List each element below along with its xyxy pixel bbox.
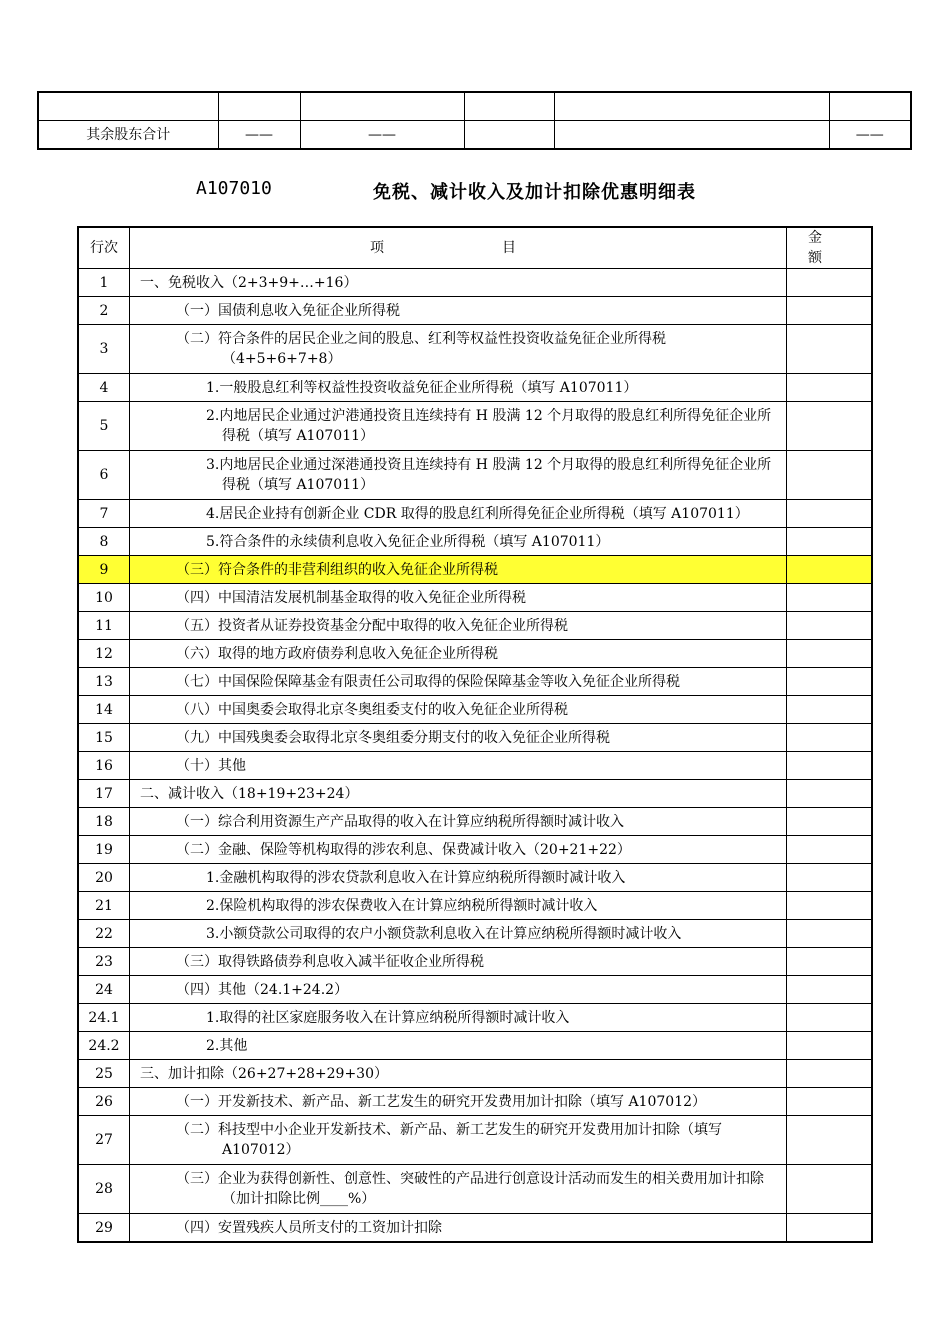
table-row [78,920,872,948]
row-item-text: 2.保险机构取得的涉农保费收入在计算应纳税所得额时减计收入 [206,897,598,914]
row-number: 16 [78,752,130,780]
row-number: 13 [78,668,130,696]
table-row [78,451,872,500]
table-row [78,696,872,724]
row-number: 4 [78,374,130,402]
amount-input-cell[interactable] [787,1032,873,1060]
row-item-text: （六）取得的地方政府债券利息收入免征企业所得税 [176,645,498,662]
table-row [78,297,872,325]
row-item-text: 1.一般股息红利等权益性投资收益免征企业所得税（填写 A107011） [206,379,638,396]
form-name: 免税、减计收入及加计扣除优惠明细表 [373,182,696,203]
row-item-text: 3.小额贷款公司取得的农户小额贷款利息收入在计算应纳税所得额时减计收入 [206,925,682,942]
table-row [78,528,872,556]
row-item-cell [130,325,787,374]
row-item-cell [130,892,787,920]
detail-table [77,226,892,1243]
row-item-cell [130,1116,787,1165]
row-number: 9 [78,556,130,584]
table-row [78,1116,872,1165]
table-row [78,1032,872,1060]
table-row [78,724,872,752]
table-row [78,1214,872,1243]
table-cell[interactable] [218,92,300,121]
amount-input-cell[interactable] [787,864,873,892]
table-row [38,92,911,121]
table-row [78,1004,872,1032]
row-item-cell [130,696,787,724]
amount-input-cell[interactable] [787,612,873,640]
amount-input-cell[interactable] [787,528,873,556]
row-item-cell [130,640,787,668]
table-row [78,836,872,864]
row-item-text: （四）中国清洁发展机制基金取得的收入免征企业所得税 [176,589,526,606]
amount-input-cell[interactable] [787,1088,873,1116]
row-number: 27 [78,1116,130,1165]
row-number: 28 [78,1165,130,1214]
row-number: 2 [78,297,130,325]
row-item-cell [130,864,787,892]
row-item-text: 1.金融机构取得的涉农贷款利息收入在计算应纳税所得额时减计收入 [206,869,626,886]
row-item-text: （十）其他 [176,757,246,774]
row-item-text: （七）中国保险保障基金有限责任公司取得的保险保障基金等收入免征企业所得税 [176,673,680,690]
table-row [78,500,872,528]
table-row [78,612,872,640]
amount-input-cell[interactable] [787,724,873,752]
row-item-cell [130,1004,787,1032]
row-item-text: （一）开发新技术、新产品、新工艺发生的研究开发费用加计扣除（填写 A107012） [176,1093,707,1110]
table-row [78,752,872,780]
row-number: 24.1 [78,1004,130,1032]
row-number: 7 [78,500,130,528]
row-item-cell [130,724,787,752]
row-item-cell [130,836,787,864]
table-row [78,556,872,584]
row-number: 25 [78,1060,130,1088]
table-row [38,121,911,150]
row-item-text: 一、免税收入（2+3+9+…+16） [140,274,358,291]
amount-input-cell[interactable] [787,269,873,297]
row-item-cell [130,451,787,500]
amount-input-cell[interactable] [787,920,873,948]
header-row-no: 行次 [78,227,130,269]
table-row [78,584,872,612]
amount-input-cell[interactable] [787,1004,873,1032]
row-item-cell [130,269,787,297]
row-item-text: （一）国债利息收入免征企业所得税 [176,302,400,319]
row-item-text: 2.其他 [206,1037,248,1054]
row-item-cell [130,402,787,451]
table-row [78,808,872,836]
row-item-text: 5.符合条件的永续债利息收入免征企业所得税（填写 A107011） [206,533,610,550]
row-item-text: （四）安置残疾人员所支付的工资加计扣除 [176,1219,442,1236]
amount-input-cell[interactable] [787,451,873,500]
amount-input-cell[interactable] [787,584,873,612]
row-number: 26 [78,1088,130,1116]
row-item-text: 1.取得的社区家庭服务收入在计算应纳税所得额时减计收入 [206,1009,570,1026]
row-number: 20 [78,864,130,892]
row-item-cell [130,374,787,402]
amount-input-cell[interactable] [787,780,873,808]
row-item-cell [130,612,787,640]
row-number: 14 [78,696,130,724]
row-item-text: 3.内地居民企业通过深港通投资且连续持有 H 股满 12 个月取得的股息红利所得免征企业所得税（填写 A107011） [206,457,772,493]
amount-input-cell[interactable] [787,374,873,402]
row-item-text: （三）取得铁路债券利息收入减半征收企业所得税 [176,953,484,970]
row-item-cell [130,948,787,976]
other-shareholders-total-label: 其余股东合计 [38,121,218,150]
amount-input-cell[interactable] [787,808,873,836]
row-item-text: （三）符合条件的非营利组织的收入免征企业所得税 [176,561,498,578]
row-item-text: （二）符合条件的居民企业之间的股息、红利等权益性投资收益免征企业所得税（4+5+6+7+8） [176,331,666,367]
amount-input-cell[interactable] [787,500,873,528]
row-number: 1 [78,269,130,297]
row-number: 10 [78,584,130,612]
row-number: 22 [78,920,130,948]
row-item-text: （一）综合利用资源生产产品取得的收入在计算应纳税所得额时减计收入 [176,813,624,830]
header-item: 项 目 [130,227,787,269]
row-item-cell [130,752,787,780]
row-number: 19 [78,836,130,864]
row-item-text: （九）中国残奥委会取得北京冬奥组委分期支付的收入免征企业所得税 [176,729,610,746]
amount-input-cell[interactable] [787,1116,873,1165]
row-item-cell [130,1060,787,1088]
row-item-text: （四）其他（24.1+24.2） [176,981,349,998]
row-item-text: （二）科技型中小企业开发新技术、新产品、新工艺发生的研究开发费用加计扣除（填写 A107012） [176,1122,722,1158]
amount-input-cell[interactable] [787,696,873,724]
amount-input-cell[interactable] [787,752,873,780]
table-cell[interactable] [38,92,218,121]
table-cell: —— [829,121,911,150]
form-title [0,176,950,204]
table-row [78,1088,872,1116]
row-number: 6 [78,451,130,500]
row-number: 24 [78,976,130,1004]
row-item-cell [130,1214,787,1243]
table-row [78,640,872,668]
row-item-text: 二、减计收入（18+19+23+24） [140,785,359,802]
row-item-text: 4.居民企业持有创新企业 CDR 取得的股息红利所得免征企业所得税（填写 A107011） [206,505,749,522]
row-number: 3 [78,325,130,374]
row-item-cell [130,500,787,528]
row-item-cell [130,780,787,808]
table-row [78,1165,872,1214]
row-number: 5 [78,402,130,451]
form-code: A107010 [196,178,272,199]
row-number: 8 [78,528,130,556]
row-item-cell [130,668,787,696]
row-item-cell [130,1165,787,1214]
row-number: 21 [78,892,130,920]
row-item-text: （三）企业为获得创新性、创意性、突破性的产品进行创意设计活动而发生的相关费用加计扣除（加计扣除比例____%） [176,1171,764,1207]
row-item-cell [130,976,787,1004]
amount-input-cell[interactable] [787,1165,873,1214]
row-item-text: （五）投资者从证券投资基金分配中取得的收入免征企业所得税 [176,617,568,634]
shareholder-table [37,91,912,150]
table-cell[interactable] [464,121,554,150]
row-item-cell [130,808,787,836]
row-number: 15 [78,724,130,752]
amount-input-cell[interactable] [787,1060,873,1088]
amount-input-cell[interactable] [787,976,873,1004]
table-row [78,325,872,374]
table-row [78,374,872,402]
row-number: 18 [78,808,130,836]
row-item-text: （二）金融、保险等机构取得的涉农利息、保费减计收入（20+21+22） [176,841,631,858]
table-row [78,948,872,976]
amount-input-cell[interactable] [787,640,873,668]
row-number: 17 [78,780,130,808]
table-row [78,1060,872,1088]
table-cell: —— [300,121,464,150]
row-number: 11 [78,612,130,640]
amount-input-cell[interactable] [787,556,873,584]
table-cell[interactable] [554,121,829,150]
table-header-row [78,227,872,269]
row-item-cell [130,1088,787,1116]
amount-input-cell[interactable] [787,948,873,976]
amount-input-cell[interactable] [787,402,873,451]
table-cell[interactable] [829,92,911,121]
row-item-cell [130,1032,787,1060]
amount-input-cell[interactable] [787,836,873,864]
amount-input-cell[interactable] [787,892,873,920]
table-cell[interactable] [464,92,554,121]
amount-input-cell[interactable] [787,325,873,374]
table-row [78,976,872,1004]
table-row [78,892,872,920]
row-number: 24.2 [78,1032,130,1060]
table-row [78,668,872,696]
table-cell: —— [218,121,300,150]
row-item-text: 三、加计扣除（26+27+28+29+30） [140,1065,388,1082]
amount-input-cell[interactable] [787,297,873,325]
row-number: 29 [78,1214,130,1243]
amount-input-cell[interactable] [787,668,873,696]
table-row [78,269,872,297]
table-row [78,864,872,892]
table-cell[interactable] [554,92,829,121]
row-item-cell [130,556,787,584]
row-item-cell [130,584,787,612]
row-item-cell [130,528,787,556]
table-row [78,780,872,808]
row-item-cell [130,297,787,325]
row-number: 23 [78,948,130,976]
row-item-text: （八）中国奥委会取得北京冬奥组委支付的收入免征企业所得税 [176,701,568,718]
row-item-text: 2.内地居民企业通过沪港通投资且连续持有 H 股满 12 个月取得的股息红利所得免征企业所得税（填写 A107011） [206,408,772,444]
table-row [78,402,872,451]
table-cell[interactable] [300,92,464,121]
header-amount: 金 额 [787,227,873,269]
row-item-cell [130,920,787,948]
row-number: 12 [78,640,130,668]
amount-input-cell[interactable] [787,1214,873,1243]
